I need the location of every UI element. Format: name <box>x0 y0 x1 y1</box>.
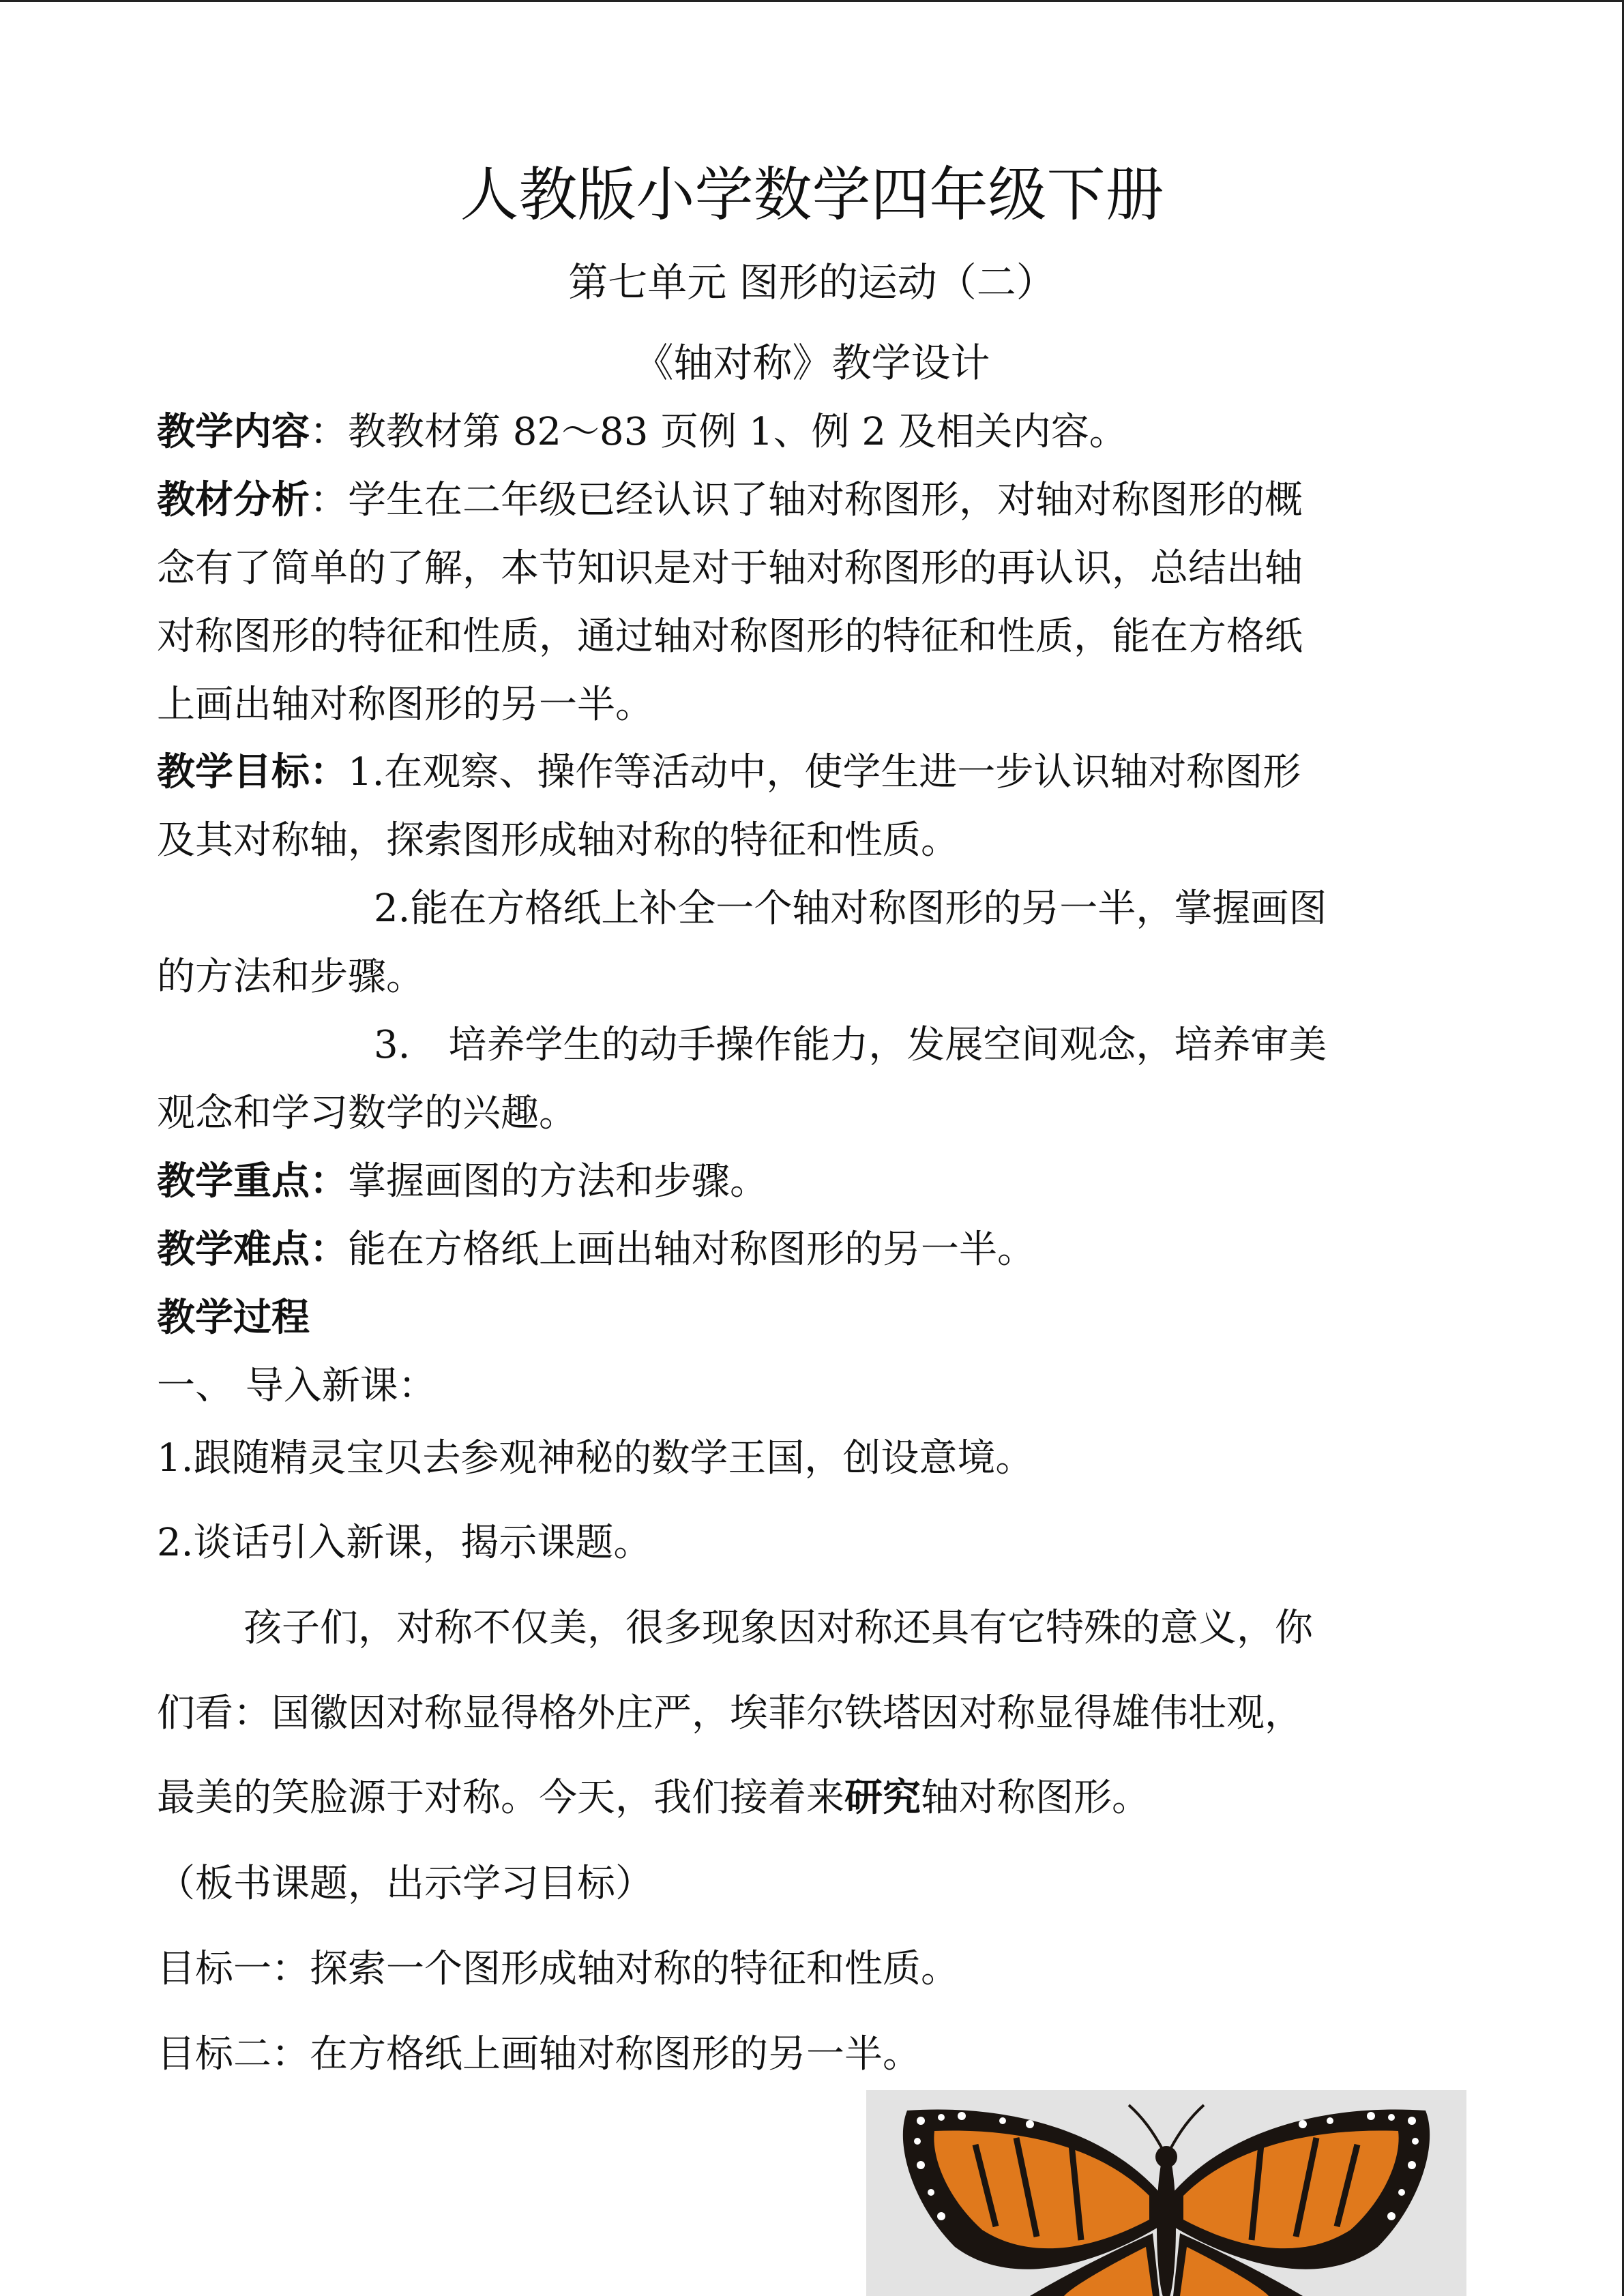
analysis-label: 教材分析 <box>157 478 310 522</box>
difficulty <box>157 1225 1035 1274</box>
teaching-content-text: ：教教材第 82～83 页例 1、例 2 及相关内容。 <box>310 410 1127 454</box>
teaching-content <box>157 408 1127 457</box>
objectives-line: 的方法和步骤。 <box>157 955 424 999</box>
page-border-top <box>0 0 1624 2</box>
key-point-label: 教学重点： <box>157 1159 348 1204</box>
step-item: 1.跟随精灵宝贝去参观神秘的数学王国，创设意境。 <box>157 1436 1034 1480</box>
goal-item: 目标二：在方格纸上画轴对称图形的另一半。 <box>157 2032 921 2076</box>
objectives-line: 2.能在方格纸上补全一个轴对称图形的另一半，掌握画图 <box>374 886 1327 931</box>
objectives-line: 观念和学习数学的兴趣。 <box>157 1091 577 1135</box>
step-item: 2.谈话引入新课，揭示课题。 <box>157 1521 652 1565</box>
butterfly-icon <box>866 2090 1466 2296</box>
document-title: 人教版小学数学四年级下册 <box>460 161 1164 229</box>
analysis-line: 对称图形的特征和性质，通过轴对称图形的特征和性质，能在方格纸 <box>157 614 1303 659</box>
goal-item: 目标一：探索一个图形成轴对称的特征和性质。 <box>157 1947 959 1991</box>
paragraph-line: 孩子们，对称不仅美，很多现象因对称还具有它特殊的意义，你 <box>243 1606 1313 1650</box>
analysis-line <box>157 476 1303 525</box>
emphasis-text: 研究 <box>844 1776 921 1820</box>
key-point <box>157 1157 768 1206</box>
butterfly-image <box>866 2090 1466 2296</box>
analysis-text: ：学生在二年级已经认识了轴对称图形，对轴对称图形的概 <box>310 478 1303 522</box>
paragraph-text: 最美的笑脸源于对称。今天，我们接着来 <box>157 1776 844 1820</box>
difficulty-label: 教学难点： <box>157 1227 348 1272</box>
analysis-line: 念有了简单的了解，本节知识是对于轴对称图形的再认识，总结出轴 <box>157 546 1303 591</box>
lesson-title: 《轴对称》教学设计 <box>634 340 990 386</box>
objectives-text: 1.在观察、操作等活动中，使学生进一步认识轴对称图形 <box>348 750 1301 794</box>
paragraph-text: 轴对称图形。 <box>921 1776 1150 1820</box>
process-heading: 教学过程 <box>157 1296 310 1340</box>
paragraph-line: 们看：国徽因对称显得格外庄严，埃菲尔铁塔因对称显得雄伟壮观， <box>157 1691 1303 1735</box>
difficulty-text: 能在方格纸上画出轴对称图形的另一半。 <box>348 1227 1035 1272</box>
board-note: （板书课题，出示学习目标） <box>157 1862 653 1906</box>
section-heading: 一、 导入新课： <box>157 1364 437 1408</box>
objectives-line: 及其对称轴，探索图形成轴对称的特征和性质。 <box>157 818 959 863</box>
paragraph-line <box>157 1774 1150 1823</box>
objectives-label: 教学目标： <box>157 750 348 794</box>
objectives-line: 3. 培养学生的动手操作能力，发展空间观念，培养审美 <box>374 1023 1327 1067</box>
key-point-text: 掌握画图的方法和步骤。 <box>348 1159 768 1204</box>
analysis-line: 上画出轴对称图形的另一半。 <box>157 683 653 727</box>
unit-title: 第七单元 图形的运动（二） <box>568 259 1056 305</box>
teaching-content-label: 教学内容 <box>157 410 310 454</box>
objectives-line <box>157 748 1301 797</box>
